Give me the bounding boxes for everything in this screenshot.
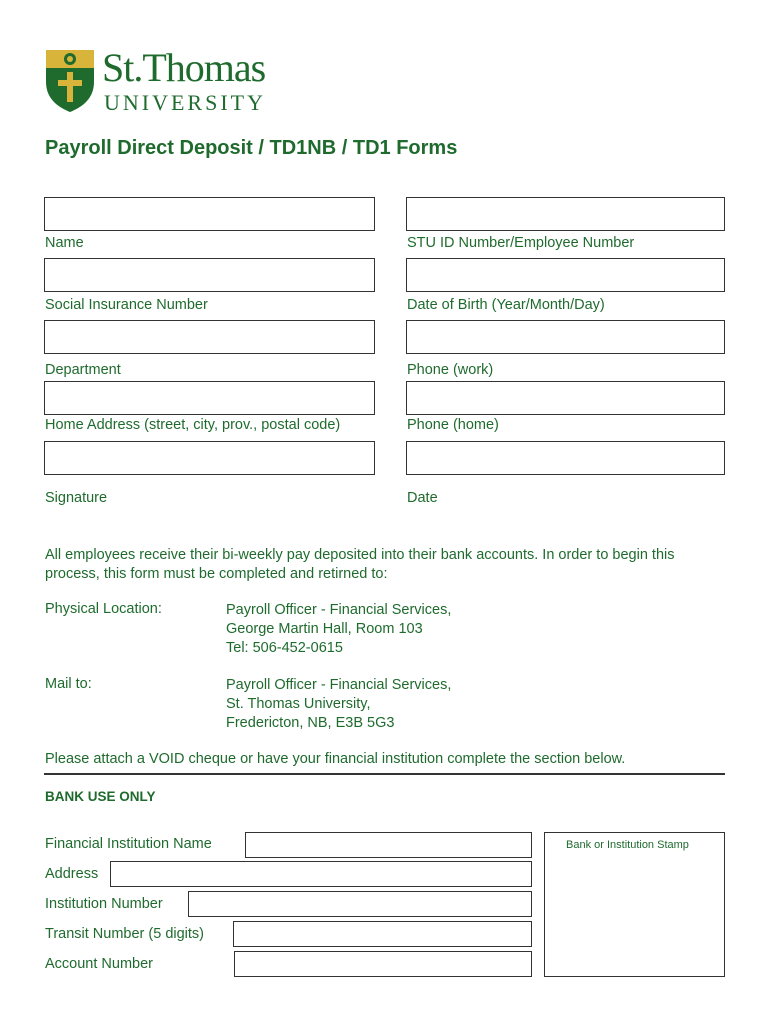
home-address-input[interactable] [44, 381, 375, 415]
mail-line: St. Thomas University, [226, 696, 371, 712]
logo-name: St.Thomas [102, 45, 266, 90]
stu-id-label: STU ID Number/Employee Number [407, 235, 635, 251]
logo-subtitle: UNIVERSITY [104, 90, 266, 115]
name-input[interactable] [44, 197, 375, 231]
bank-section-heading: BANK USE ONLY [45, 789, 156, 804]
address-input[interactable] [110, 861, 532, 887]
physical-line: Tel: 506-452-0615 [226, 640, 343, 656]
account-number-input[interactable] [234, 951, 532, 977]
phone-work-input[interactable] [406, 320, 725, 354]
dob-label: Date of Birth (Year/Month/Day) [407, 297, 605, 313]
intro-paragraph: All employees receive their bi-weekly pay deposited into their bank accounts. In order to begin this process, this form must be completed and retirned to: [45, 547, 675, 582]
page-title: Payroll Direct Deposit / TD1NB / TD1 Forms [45, 137, 458, 159]
institution-number-label: Institution Number [45, 896, 163, 912]
dob-input[interactable] [406, 258, 725, 292]
phone-home-label: Phone (home) [407, 417, 499, 433]
transit-number-input[interactable] [233, 921, 532, 947]
name-label: Name [45, 235, 84, 251]
sin-label: Social Insurance Number [45, 297, 208, 313]
physical-line: George Martin Hall, Room 103 [226, 621, 423, 637]
sin-input[interactable] [44, 258, 375, 292]
physical-line: Payroll Officer - Financial Services, [226, 602, 452, 618]
transit-number-label: Transit Number (5 digits) [45, 926, 205, 942]
account-number-label: Account Number [45, 956, 153, 972]
mail-line: Payroll Officer - Financial Services, [226, 677, 452, 693]
signature-label: Signature [45, 490, 108, 506]
physical-location-address [226, 601, 451, 658]
mail-to-address [226, 676, 451, 733]
section-divider [44, 773, 725, 775]
department-label: Department [45, 362, 121, 378]
stu-id-input[interactable] [406, 197, 725, 231]
institution-name-label: Financial Institution Name [45, 836, 212, 852]
university-logo [44, 45, 294, 116]
attach-note: Please attach a VOID cheque or have your financial institution complete the section below. [45, 751, 626, 767]
mail-line: Fredericton, NB, E3B 5G3 [226, 715, 395, 731]
date-input[interactable] [406, 441, 725, 475]
phone-work-label: Phone (work) [407, 362, 494, 378]
institution-name-input[interactable] [245, 832, 532, 858]
physical-location-label: Physical Location: [45, 601, 162, 617]
crest-icon [44, 48, 96, 114]
institution-number-input[interactable] [188, 891, 532, 917]
bank-stamp-box [544, 832, 725, 977]
department-input[interactable] [44, 320, 375, 354]
mail-to-label: Mail to: [45, 676, 92, 692]
signature-input[interactable] [44, 441, 375, 475]
date-label: Date [407, 490, 438, 506]
address-label: Address [45, 866, 99, 882]
stamp-label: Bank or Institution Stamp [566, 839, 689, 851]
phone-home-input[interactable] [406, 381, 725, 415]
home-address-label: Home Address (street, city, prov., postal code) [45, 417, 341, 433]
